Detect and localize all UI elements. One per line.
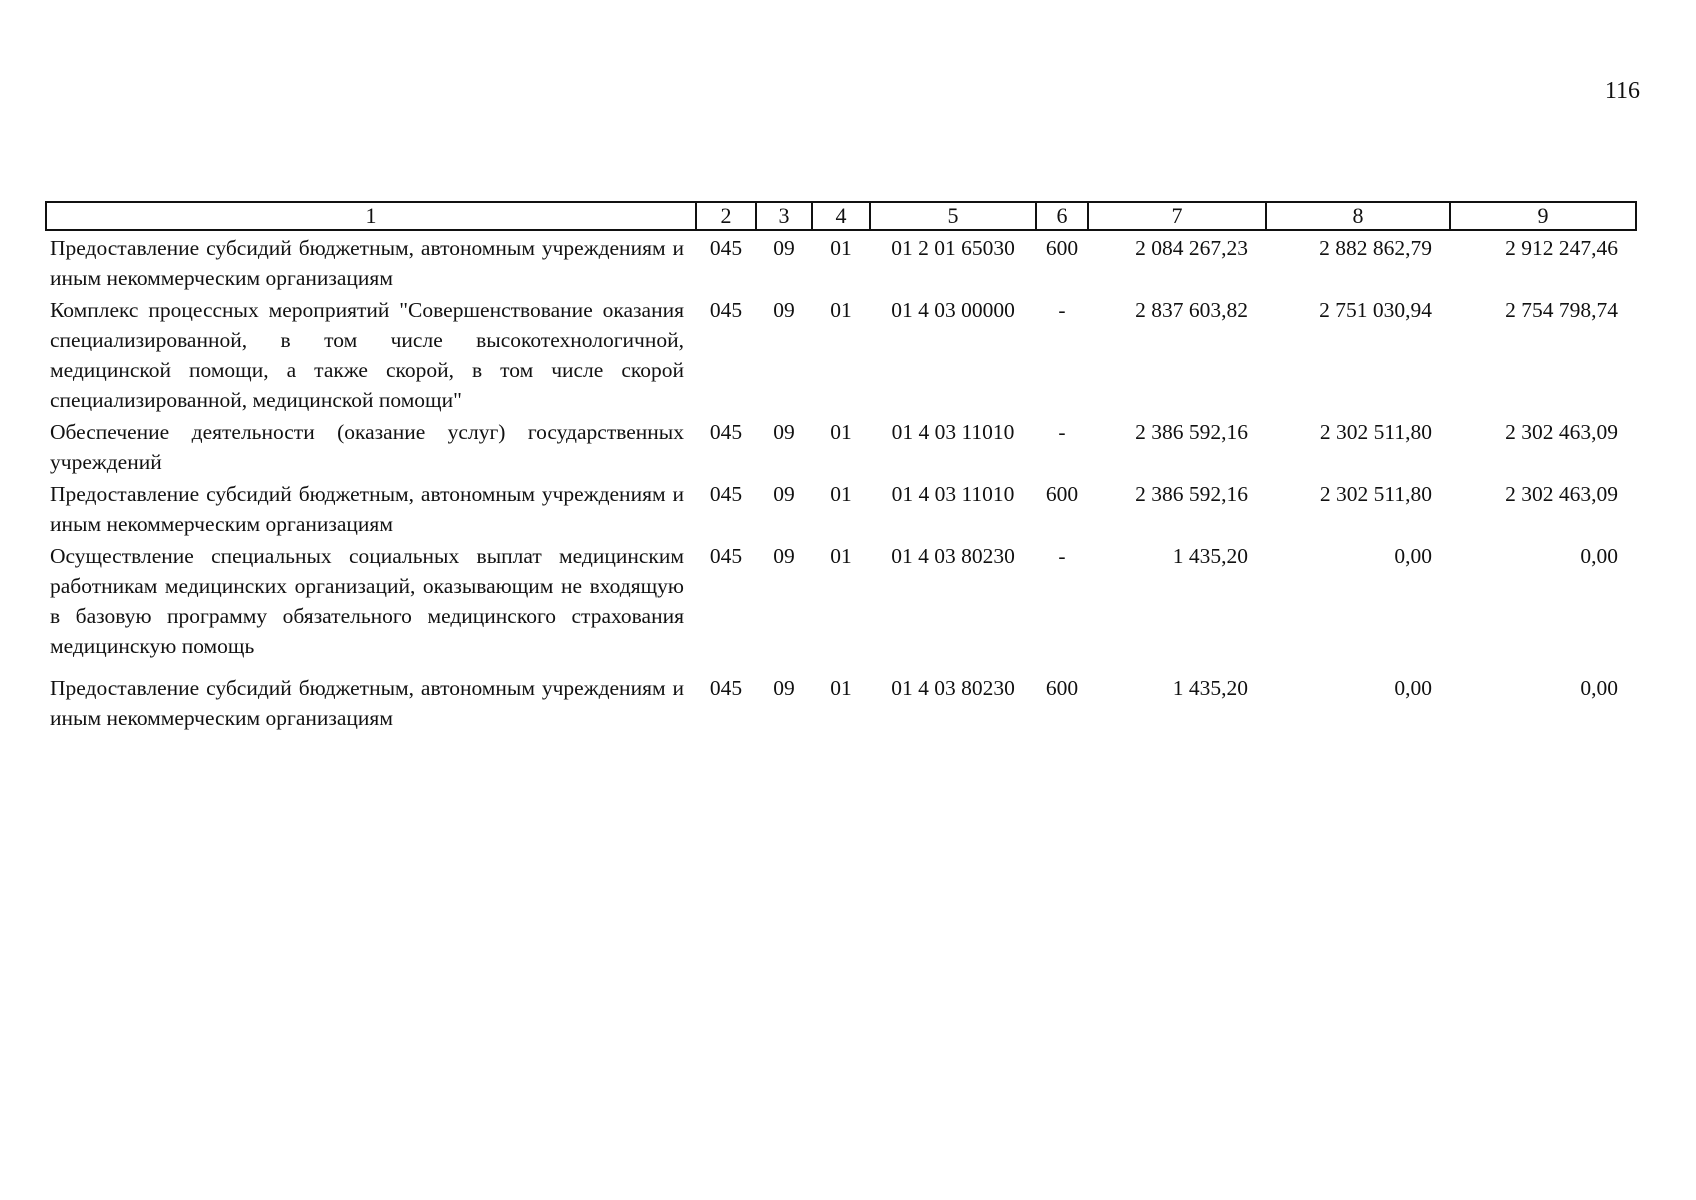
column-header-8: 8 bbox=[1266, 202, 1450, 230]
column-header-3: 3 bbox=[756, 202, 812, 230]
row-name: Обеспечение деятельности (оказание услуг) государственных учреждений bbox=[50, 420, 684, 474]
row-col9: 2 302 463,09 bbox=[1505, 482, 1618, 506]
row-col9: 0,00 bbox=[1580, 676, 1618, 700]
row-col4: 01 bbox=[830, 298, 852, 322]
table-row bbox=[46, 293, 1636, 415]
page-number: 116 bbox=[1604, 78, 1640, 104]
row-col8: 0,00 bbox=[1394, 544, 1432, 568]
column-header-7: 7 bbox=[1088, 202, 1266, 230]
row-col2: 045 bbox=[709, 298, 743, 322]
row-col5: 01 4 03 80230 bbox=[891, 544, 1015, 568]
row-col2: 045 bbox=[709, 236, 743, 260]
row-col6: 600 bbox=[1045, 676, 1079, 700]
row-col9: 2 302 463,09 bbox=[1505, 420, 1618, 444]
row-col9: 0,00 bbox=[1580, 544, 1618, 568]
row-col6: 600 bbox=[1045, 482, 1079, 506]
row-col5: 01 4 03 11010 bbox=[891, 482, 1015, 506]
row-col8: 2 882 862,79 bbox=[1319, 236, 1432, 260]
column-header-4: 4 bbox=[812, 202, 870, 230]
row-col5: 01 4 03 00000 bbox=[891, 298, 1015, 322]
row-col3: 09 bbox=[773, 298, 795, 322]
row-col2: 045 bbox=[709, 482, 743, 506]
row-col9: 2 912 247,46 bbox=[1505, 236, 1618, 260]
row-col3: 09 bbox=[773, 676, 795, 700]
row-col8: 2 302 511,80 bbox=[1319, 420, 1432, 444]
row-name: Предоставление субсидий бюджетным, автономным учреждениям и иным некоммерческим организациям bbox=[50, 236, 684, 290]
row-col3: 09 bbox=[773, 420, 795, 444]
row-col8: 2 302 511,80 bbox=[1319, 482, 1432, 506]
row-name: Комплекс процессных мероприятий "Совершенствование оказания специализированной, в том числе высокотехнологичной, медицинской помощи, а также скорой, в том числе скорой специализированной, медицинской помощи" bbox=[50, 298, 684, 412]
column-header-5: 5 bbox=[870, 202, 1036, 230]
row-col6: 600 bbox=[1045, 236, 1079, 260]
column-header-6: 6 bbox=[1036, 202, 1088, 230]
row-col3: 09 bbox=[773, 236, 795, 260]
row-col2: 045 bbox=[709, 676, 743, 700]
table-row bbox=[46, 539, 1636, 661]
row-col5: 01 4 03 11010 bbox=[891, 420, 1015, 444]
row-col4: 01 bbox=[830, 544, 852, 568]
row-col6: - bbox=[1058, 544, 1066, 568]
row-col9: 2 754 798,74 bbox=[1505, 298, 1618, 322]
row-col5: 01 4 03 80230 bbox=[891, 676, 1015, 700]
row-col5: 01 2 01 65030 bbox=[891, 236, 1015, 260]
row-col3: 09 bbox=[773, 482, 795, 506]
row-col4: 01 bbox=[830, 676, 852, 700]
row-name: Осуществление специальных социальных выплат медицинским работникам медицинских организаций, оказывающим не входящую в базовую программу обязательного медицинского страхования медицинскую помощь bbox=[50, 544, 684, 658]
row-name: Предоставление субсидий бюджетным, автономным учреждениям и иным некоммерческим организациям bbox=[50, 482, 684, 536]
row-col4: 01 bbox=[830, 482, 852, 506]
row-col8: 0,00 bbox=[1394, 676, 1432, 700]
table-row bbox=[46, 415, 1636, 477]
header-row bbox=[46, 202, 1636, 230]
row-col2: 045 bbox=[709, 420, 743, 444]
row-col7: 2 084 267,23 bbox=[1135, 236, 1248, 260]
table-row bbox=[46, 661, 1636, 733]
budget-table-container bbox=[45, 201, 1635, 733]
table-row bbox=[46, 477, 1636, 539]
table-row bbox=[46, 230, 1636, 293]
row-col6: - bbox=[1058, 420, 1066, 444]
row-col8: 2 751 030,94 bbox=[1319, 298, 1432, 322]
row-col4: 01 bbox=[830, 420, 852, 444]
row-col7: 2 386 592,16 bbox=[1135, 420, 1248, 444]
row-col4: 01 bbox=[830, 236, 852, 260]
row-col3: 09 bbox=[773, 544, 795, 568]
row-name: Предоставление субсидий бюджетным, автономным учреждениям и иным некоммерческим организациям bbox=[50, 676, 684, 730]
column-header-9: 9 bbox=[1450, 202, 1636, 230]
budget-table bbox=[45, 201, 1637, 733]
row-col7: 2 386 592,16 bbox=[1135, 482, 1248, 506]
row-col7: 1 435,20 bbox=[1172, 676, 1248, 700]
row-col2: 045 bbox=[709, 544, 743, 568]
row-col7: 2 837 603,82 bbox=[1135, 298, 1248, 322]
column-header-2: 2 bbox=[696, 202, 756, 230]
row-col7: 1 435,20 bbox=[1172, 544, 1248, 568]
row-col6: - bbox=[1058, 298, 1066, 322]
column-header-1: 1 bbox=[46, 202, 696, 230]
